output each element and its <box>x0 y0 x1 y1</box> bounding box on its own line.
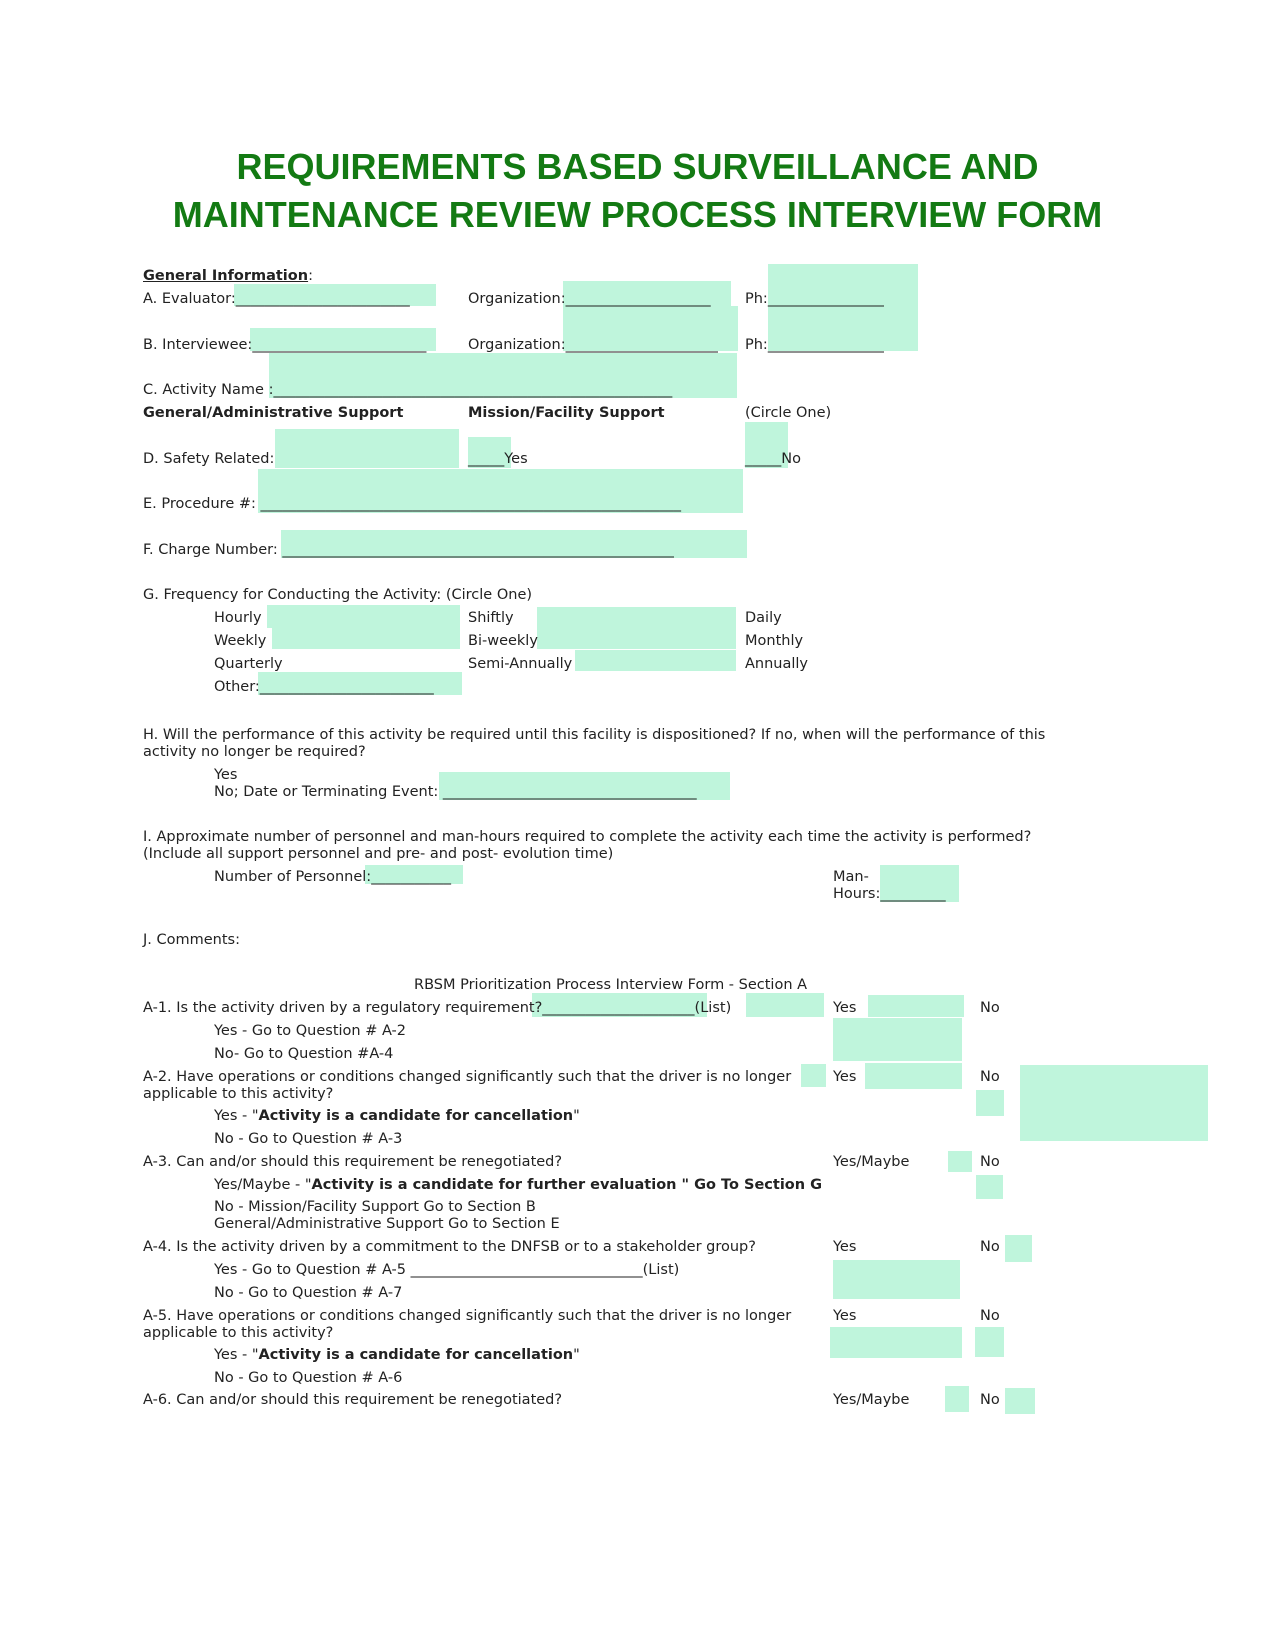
freq-annually[interactable]: Annually <box>745 656 809 672</box>
freq-shiftly[interactable]: Shiftly <box>468 610 514 626</box>
frequency-label: G. Frequency for Conducting the Activity: (Circle One) <box>143 587 533 603</box>
man-hours-label-1: Man- <box>833 869 869 885</box>
circle-one-note: (Circle One) <box>745 405 832 421</box>
procedure-label: E. Procedure #: __________________________________________________________ <box>143 496 681 512</box>
a4-no-checkbox[interactable] <box>1005 1235 1032 1262</box>
a2-no-checkbox[interactable] <box>865 1063 962 1089</box>
a1-no-label: No <box>980 1000 1000 1016</box>
a3-no-instruction-1: No - Mission/Facility Support Go to Section B <box>214 1199 536 1215</box>
a4-no-label: No <box>980 1239 1000 1255</box>
comments-label: J. Comments: <box>143 932 240 948</box>
semiannually-field[interactable] <box>575 650 736 671</box>
freq-daily[interactable]: Daily <box>745 610 782 626</box>
a5-yes-label: Yes <box>833 1308 857 1324</box>
question-h-yes[interactable]: Yes <box>214 767 238 783</box>
a3-no-checkbox[interactable] <box>976 1175 1003 1199</box>
a1-yes-checkbox[interactable] <box>746 993 824 1017</box>
hourly-field[interactable] <box>267 605 460 628</box>
freq-weekly[interactable]: Weekly <box>214 633 267 649</box>
a4-yes-instruction: Yes - Go to Question # A-5 ________________________________(List) <box>214 1262 680 1278</box>
question-i: I. Approximate number of personnel and man-hours required to complete the activity each time the activity is performed? (Include all support personnel and pre- and post- evolution time) <box>143 829 1032 862</box>
a6-no-label: No <box>980 1392 1000 1408</box>
a6-yes-checkbox[interactable] <box>945 1386 969 1412</box>
a4-question: A-4. Is the activity driven by a commitment to the DNFSB or to a stakeholder group? <box>143 1239 756 1255</box>
question-h-no: No; Date or Terminating Event: ___________________________________ <box>214 784 697 800</box>
safety-yes-label: _____Yes <box>468 451 528 467</box>
a3-no-instruction-2: General/Administrative Support Go to Section E <box>214 1216 560 1232</box>
a2-no-label: No <box>980 1069 1000 1085</box>
a5-question: A-5. Have operations or conditions changed significantly such that the driver is no longer applicable to this activity? <box>143 1308 792 1341</box>
a3-no-label: No <box>980 1154 1000 1170</box>
a5-no-instruction: No - Go to Question # A-6 <box>214 1370 403 1386</box>
a5-no-checkbox[interactable] <box>975 1327 1004 1357</box>
a4-list-field[interactable] <box>833 1260 960 1299</box>
a2-yes-label: Yes <box>833 1069 857 1085</box>
a3-yes-label: Yes/Maybe <box>833 1154 910 1170</box>
a2-yes-instruction: Yes - "Activity is a candidate for cancellation" <box>214 1108 580 1124</box>
weekly-field[interactable] <box>272 628 460 649</box>
biweekly-field[interactable] <box>537 628 736 649</box>
gen-admin-option[interactable]: General/Administrative Support <box>143 405 404 421</box>
freq-hourly[interactable]: Hourly <box>214 610 262 626</box>
freq-semiannually[interactable]: Semi-Annually <box>468 656 573 672</box>
activity-name-label: C. Activity Name :_______________________________________________________ <box>143 382 673 398</box>
interviewee-org-label: Organization:_____________________ <box>468 337 718 353</box>
mission-option[interactable]: Mission/Facility Support <box>468 405 665 421</box>
shiftly-field[interactable] <box>537 607 736 628</box>
a6-yes-label: Yes/Maybe <box>833 1392 910 1408</box>
question-h: H. Will the performance of this activity be required until this facility is dispositioned? If no, when will the performance of this activity no longer be required? <box>143 727 1046 760</box>
freq-other: Other:________________________ <box>214 679 434 695</box>
a2-extra-field[interactable] <box>976 1090 1004 1116</box>
freq-biweekly[interactable]: Bi-weekly <box>468 633 538 649</box>
a2-yes-checkbox[interactable] <box>801 1064 826 1087</box>
safety-related-label: D. Safety Related: <box>143 451 275 467</box>
a1-yes-label: Yes <box>833 1000 857 1016</box>
a2-question: A-2. Have operations or conditions changed significantly such that the driver is no longer applicable to this activity? <box>143 1069 792 1102</box>
safety-related-field[interactable] <box>275 429 459 468</box>
form-title-line1: REQUIREMENTS BASED SURVEILLANCE AND <box>236 146 1039 187</box>
charge-number-label: F. Charge Number: ______________________________________________________ <box>143 542 674 558</box>
evaluator-ph-label: Ph:________________ <box>745 291 884 307</box>
safety-no-label: _____No <box>745 451 801 467</box>
interviewee-ph-label: Ph:________________ <box>745 337 884 353</box>
a6-question: A-6. Can and/or should this requirement be renegotiated? <box>143 1392 563 1408</box>
evaluator-org-label: Organization:____________________ <box>468 291 711 307</box>
a4-no-instruction: No - Go to Question # A-7 <box>214 1285 403 1301</box>
a2-side-field[interactable] <box>1020 1065 1208 1141</box>
a3-yes-checkbox[interactable] <box>948 1151 972 1172</box>
general-info-heading: General Information: <box>143 268 313 284</box>
a5-yes-checkbox[interactable] <box>830 1327 962 1358</box>
interviewee-label: B. Interviewee:________________________ <box>143 337 427 353</box>
a5-no-label: No <box>980 1308 1000 1324</box>
a1-extra-field[interactable] <box>833 1018 962 1061</box>
a1-question: A-1. Is the activity driven by a regulatory requirement?_____________________(List) <box>143 1000 732 1016</box>
man-hours-label-2: Hours:_________ <box>833 886 946 902</box>
a3-question: A-3. Can and/or should this requirement be renegotiated? <box>143 1154 563 1170</box>
a3-yes-instruction: Yes/Maybe - "Activity is a candidate for further evaluation " Go To Section G <box>214 1177 823 1193</box>
a4-yes-label: Yes <box>833 1239 857 1255</box>
evaluator-label: A. Evaluator:________________________ <box>143 291 410 307</box>
a2-no-instruction: No - Go to Question # A-3 <box>214 1131 403 1147</box>
form-title-line2: MAINTENANCE REVIEW PROCESS INTERVIEW FORM <box>172 194 1103 235</box>
a1-no-checkbox[interactable] <box>868 995 964 1017</box>
freq-quarterly[interactable]: Quarterly <box>214 656 283 672</box>
a6-no-checkbox[interactable] <box>1005 1388 1035 1414</box>
freq-monthly[interactable]: Monthly <box>745 633 804 649</box>
a1-yes-instruction: Yes - Go to Question # A-2 <box>214 1023 407 1039</box>
section-a-title: RBSM Prioritization Process Interview Form - Section A <box>414 977 808 993</box>
personnel-label: Number of Personnel:___________ <box>214 869 451 885</box>
a1-no-instruction: No- Go to Question #A-4 <box>214 1046 394 1062</box>
a5-yes-instruction: Yes - "Activity is a candidate for cancellation" <box>214 1347 580 1363</box>
